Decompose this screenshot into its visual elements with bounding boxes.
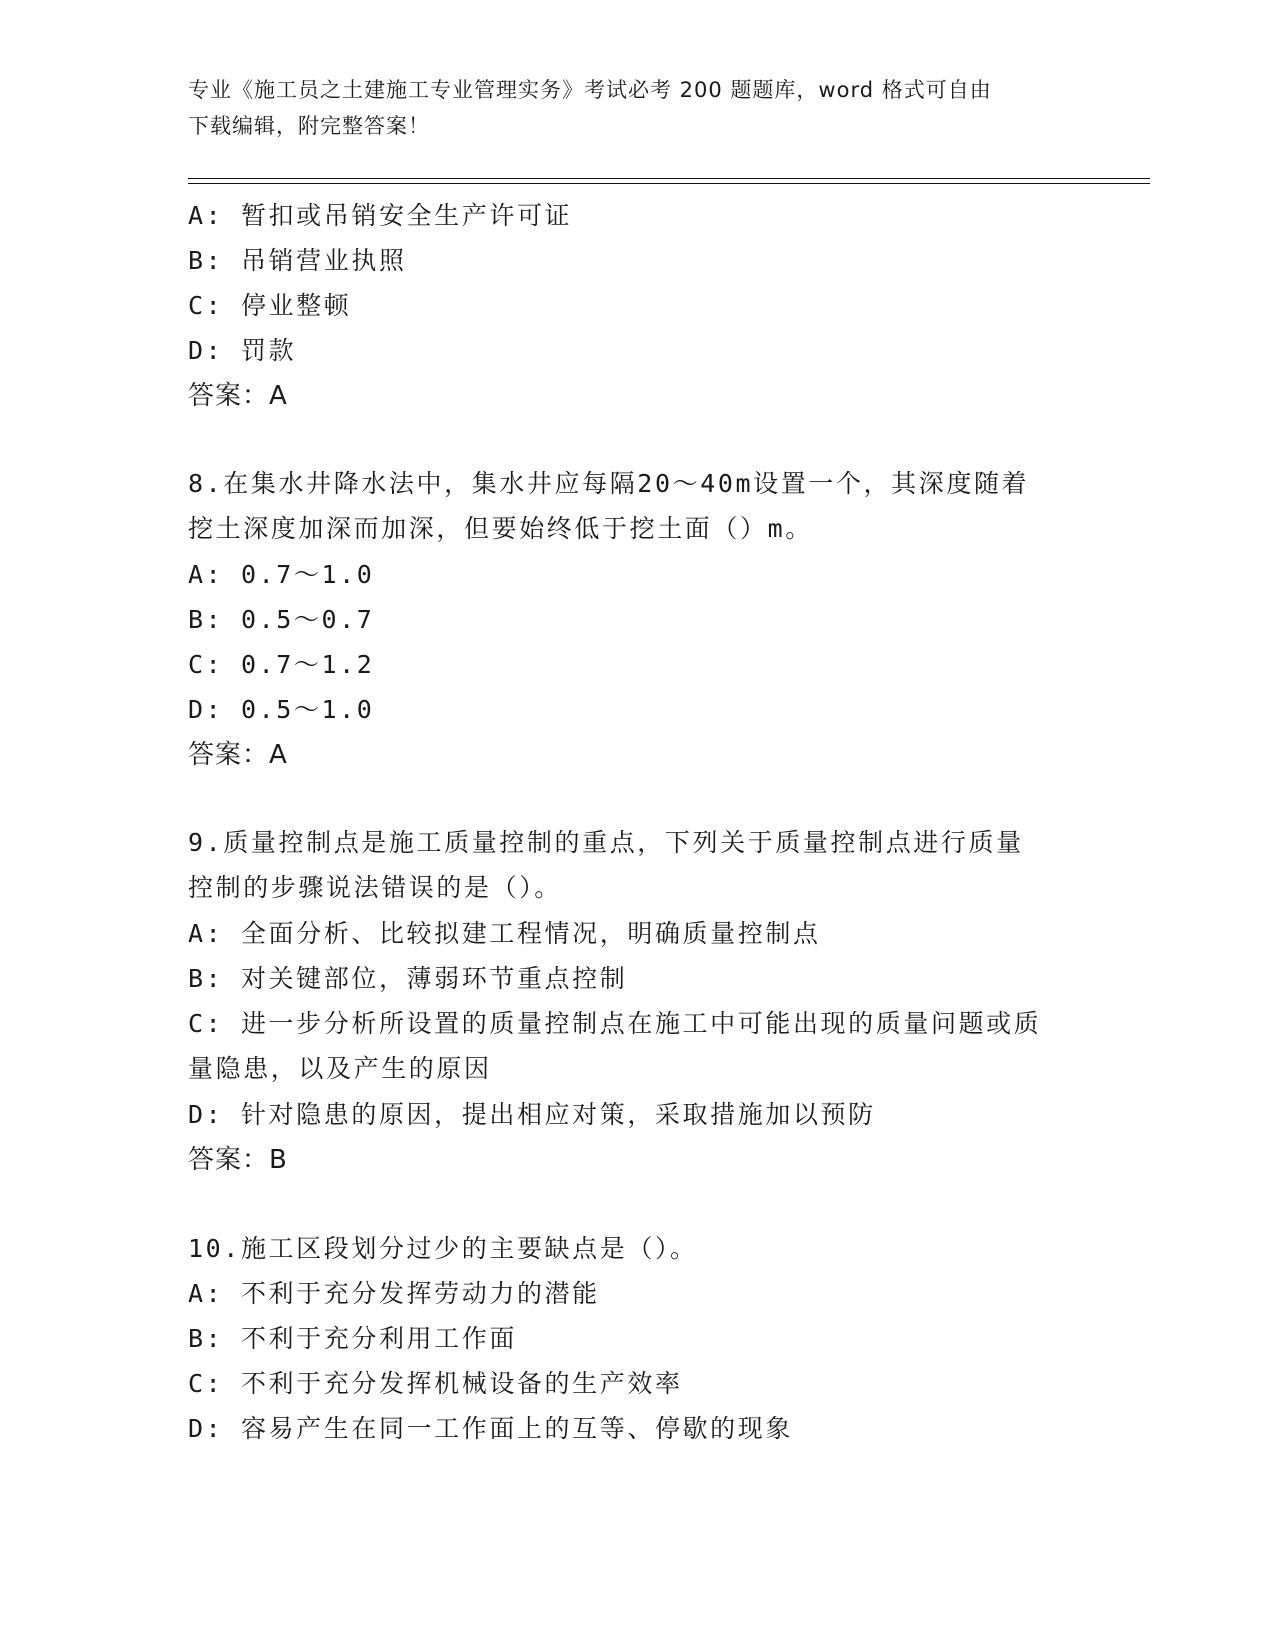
document-header — [188, 72, 1088, 144]
q9-option-a: A: 全面分析、比较拟建工程情况，明确质量控制点 — [188, 919, 821, 948]
q8-stem-line-2: 挖土深度加深而加深，但要始终低于挖土面（）m。 — [188, 514, 813, 543]
q7-option-a: A: 暂扣或吊销安全生产许可证 — [188, 201, 573, 230]
q8-option-c: C: 0.7～1.2 — [188, 650, 375, 679]
header-rule-bottom — [188, 183, 1150, 184]
q7-answer: 答案：A — [188, 381, 288, 411]
q9-answer: 答案：B — [188, 1145, 288, 1175]
q7-option-c: C: 停业整顿 — [188, 291, 352, 320]
q7-option-d: D: 罚款 — [188, 336, 297, 365]
q10-option-a: A: 不利于充分发挥劳动力的潜能 — [188, 1279, 600, 1308]
q8-option-d: D: 0.5～1.0 — [188, 695, 375, 724]
q10-option-b: B: 不利于充分利用工作面 — [188, 1324, 517, 1353]
q9-option-b: B: 对关键部位，薄弱环节重点控制 — [188, 964, 628, 993]
q7-option-b: B: 吊销营业执照 — [188, 246, 407, 275]
q8-option-b: B: 0.5～0.7 — [188, 605, 375, 634]
q8-stem-line-1: 8.在集水井降水法中，集水井应每隔20～40m设置一个，其深度随着 — [188, 469, 1030, 498]
q9-option-d: D: 针对隐患的原因，提出相应对策，采取措施加以预防 — [188, 1100, 876, 1129]
q9-stem-line-1: 9.质量控制点是施工质量控制的重点，下列关于质量控制点进行质量 — [188, 828, 1024, 857]
q10-option-d: D: 容易产生在同一工作面上的互等、停歇的现象 — [188, 1414, 793, 1443]
q9-option-c-line-2: 量隐患，以及产生的原因 — [188, 1054, 492, 1083]
header-line-1: 专业《施工员之土建施工专业管理实务》考试必考 200 题题库，word 格式可自由 — [188, 78, 992, 102]
q9-option-c-line-1: C: 进一步分析所设置的质量控制点在施工中可能出现的质量问题或质 — [188, 1009, 1042, 1038]
header-rule-top — [188, 178, 1150, 179]
q10-stem: 10.施工区段划分过少的主要缺点是（）。 — [188, 1234, 698, 1263]
q8-answer: 答案：A — [188, 740, 288, 770]
q8-option-a: A: 0.7～1.0 — [188, 560, 375, 589]
q10-option-c: C: 不利于充分发挥机械设备的生产效率 — [188, 1369, 683, 1398]
q9-stem-line-2: 控制的步骤说法错误的是（）。 — [188, 873, 562, 902]
header-line-2: 下载编辑，附完整答案！ — [188, 114, 430, 138]
